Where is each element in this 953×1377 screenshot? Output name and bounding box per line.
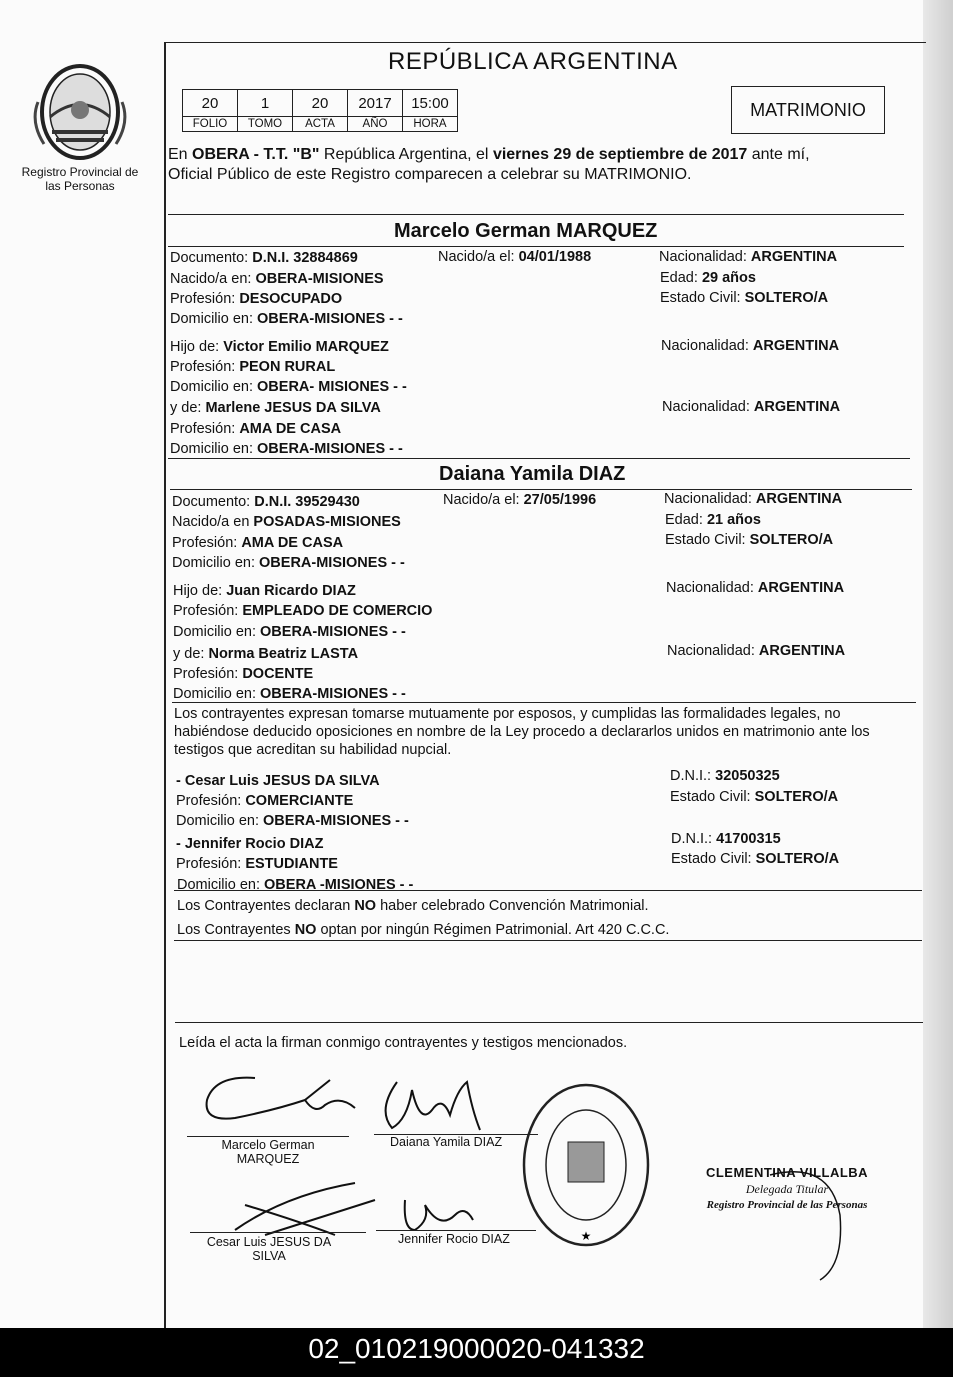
spouse1-name: Marcelo German MARQUEZ	[394, 220, 658, 242]
convention-statement: Los Contrayentes declaran NO haber celebrado Convención Matrimonial.	[177, 898, 649, 914]
acta-value: 20	[293, 90, 348, 117]
witness1-name: - Cesar Luis JESUS DA SILVA	[176, 773, 380, 789]
patrimonial-regime-statement: Los Contrayentes NO optan por ningún Régimen Patrimonial. Art 420 C.C.C.	[177, 922, 670, 938]
spouse1-address: Domicilio en: OBERA-MISIONES - -	[170, 311, 403, 327]
signature-line	[376, 1230, 536, 1231]
province-logo	[30, 62, 130, 166]
spouse1-mother-nationality: Nacionalidad: ARGENTINA	[662, 399, 841, 415]
witness1-civil-status: Estado Civil: SOLTERO/A	[670, 789, 839, 805]
spouse2-name: Daiana Yamila DIAZ	[439, 463, 626, 485]
witness2-profession: Profesión: ESTUDIANTE	[176, 856, 338, 872]
official-stamp: CLEMENTINA VILLALBA Delegada Titular Registro Provincial de las Personas	[705, 1165, 869, 1211]
closing-text: Leída el acta la firman conmigo contrayentes y testigos mencionados.	[179, 1035, 628, 1051]
spouse2-father-profession: Profesión: EMPLEADO DE COMERCIO	[173, 603, 433, 619]
spouse2-father-nationality: Nacionalidad: ARGENTINA	[666, 580, 845, 596]
spouse2-nationality: Nacionalidad: ARGENTINA	[664, 491, 843, 507]
folio-label: FOLIO	[183, 117, 238, 132]
spouse2-mother-profession: Profesión: DOCENTE	[173, 666, 314, 682]
spouse1-civil-status: Estado Civil: SOLTERO/A	[660, 290, 829, 306]
spouse2-father: Hijo de: Juan Ricardo DIAZ	[173, 583, 356, 599]
spouse1-document: Documento: D.N.I. 32884869	[170, 250, 358, 266]
spouse1-father-profession: Profesión: PEON RURAL	[170, 359, 336, 375]
signature-line	[187, 1136, 349, 1137]
signature-label-jennifer: Jennifer Rocio DIAZ	[398, 1232, 510, 1246]
divider	[174, 890, 922, 891]
official-seal	[516, 1080, 656, 1250]
spouse1-mother-profession: Profesión: AMA DE CASA	[170, 421, 342, 437]
spouse2-mother: y de: Norma Beatriz LASTA	[173, 646, 359, 662]
footer-code: 02_010219000020-041332	[0, 1328, 953, 1377]
signature-label-cesar: Cesar Luis JESUS DA SILVA	[206, 1235, 332, 1263]
tomo-value: 1	[238, 90, 293, 117]
spouse1-nationality: Nacionalidad: ARGENTINA	[659, 249, 838, 265]
spouse2-document: Documento: D.N.I. 39529430	[172, 494, 360, 510]
witness2-name: - Jennifer Rocio DIAZ	[176, 836, 324, 852]
spouse1-mother-address: Domicilio en: OBERA-MISIONES - -	[170, 441, 403, 457]
tomo-label: TOMO	[238, 117, 293, 132]
folio-value: 20	[183, 90, 238, 117]
divider	[168, 246, 904, 247]
spouse2-mother-nationality: Nacionalidad: ARGENTINA	[667, 643, 846, 659]
signature-line	[190, 1232, 366, 1233]
witness2-dni: D.N.I.: 41700315	[671, 831, 781, 847]
signature-marcelo	[195, 1060, 365, 1140]
declaration-text: Los contrayentes expresan tomarse mutuamente por esposos, y cumplidas las formalidades legales, no habiéndose deducido oposiciones en nombre de la Ley procedo a declararlos unidos en matrimonio ante los testigos que acreditan su habilidad nupcial.	[174, 706, 870, 758]
spouse2-birthplace: Nacido/a en POSADAS-MISIONES	[172, 514, 401, 530]
spouse2-age: Edad: 21 años	[665, 512, 761, 528]
signature-daiana	[372, 1070, 492, 1140]
spouse1-father: Hijo de: Victor Emilio MARQUEZ	[170, 339, 389, 355]
spouse2-father-address: Domicilio en: OBERA-MISIONES - -	[173, 624, 406, 640]
divider	[168, 214, 904, 215]
spouse1-age: Edad: 29 años	[660, 270, 756, 286]
witness1-profession: Profesión: COMERCIANTE	[176, 793, 354, 809]
spouse1-profession: Profesión: DESOCUPADO	[170, 291, 343, 307]
page-title: REPÚBLICA ARGENTINA	[388, 48, 678, 75]
divider	[174, 940, 922, 941]
hour-value: 15:00	[403, 90, 458, 117]
registry-name: Registro Provincial de las Personas	[21, 165, 139, 193]
year-label: AÑO	[348, 117, 403, 132]
spouse1-birthplace: Nacido/a en: OBERA-MISIONES	[170, 271, 384, 287]
witness1-dni: D.N.I.: 32050325	[670, 768, 780, 784]
divider	[168, 458, 910, 459]
witness1-address: Domicilio en: OBERA-MISIONES - -	[176, 813, 409, 829]
divider	[175, 1022, 923, 1023]
witness2-address: Domicilio en: OBERA -MISIONES - -	[177, 877, 414, 893]
spouse1-father-address: Domicilio en: OBERA- MISIONES - -	[170, 379, 407, 395]
year-value: 2017	[348, 90, 403, 117]
spouse2-civil-status: Estado Civil: SOLTERO/A	[665, 532, 834, 548]
signature-label-daiana: Daiana Yamila DIAZ	[390, 1135, 503, 1149]
spouse2-birthdate: Nacido/a el: 27/05/1996	[443, 492, 597, 508]
spouse2-profession: Profesión: AMA DE CASA	[172, 535, 344, 551]
spouse2-mother-address: Domicilio en: OBERA-MISIONES - -	[173, 686, 406, 702]
svg-text:★: ★	[580, 1229, 592, 1243]
spouse2-address: Domicilio en: OBERA-MISIONES - -	[172, 555, 405, 571]
acta-label: ACTA	[293, 117, 348, 132]
spouse1-mother: y de: Marlene JESUS DA SILVA	[170, 400, 381, 416]
document-type-box: MATRIMONIO	[731, 86, 885, 134]
record-boxes	[182, 89, 458, 132]
signature-label-marcelo: Marcelo German MARQUEZ	[221, 1138, 315, 1166]
official-signature	[740, 1155, 850, 1285]
spouse1-birthdate: Nacido/a el: 04/01/1988	[438, 249, 592, 265]
witness2-civil-status: Estado Civil: SOLTERO/A	[671, 851, 840, 867]
page-edge	[923, 0, 953, 1328]
divider	[172, 702, 916, 703]
hour-label: HORA	[403, 117, 458, 132]
divider	[170, 489, 912, 490]
spouse1-father-nationality: Nacionalidad: ARGENTINA	[661, 338, 840, 354]
intro-text: En OBERA - T.T. "B" República Argentina, el viernes 29 de septiembre de 2017 ante mí, Oficial Público de este Registro comparecen a celebrar su MATRIMONIO.	[168, 146, 810, 183]
